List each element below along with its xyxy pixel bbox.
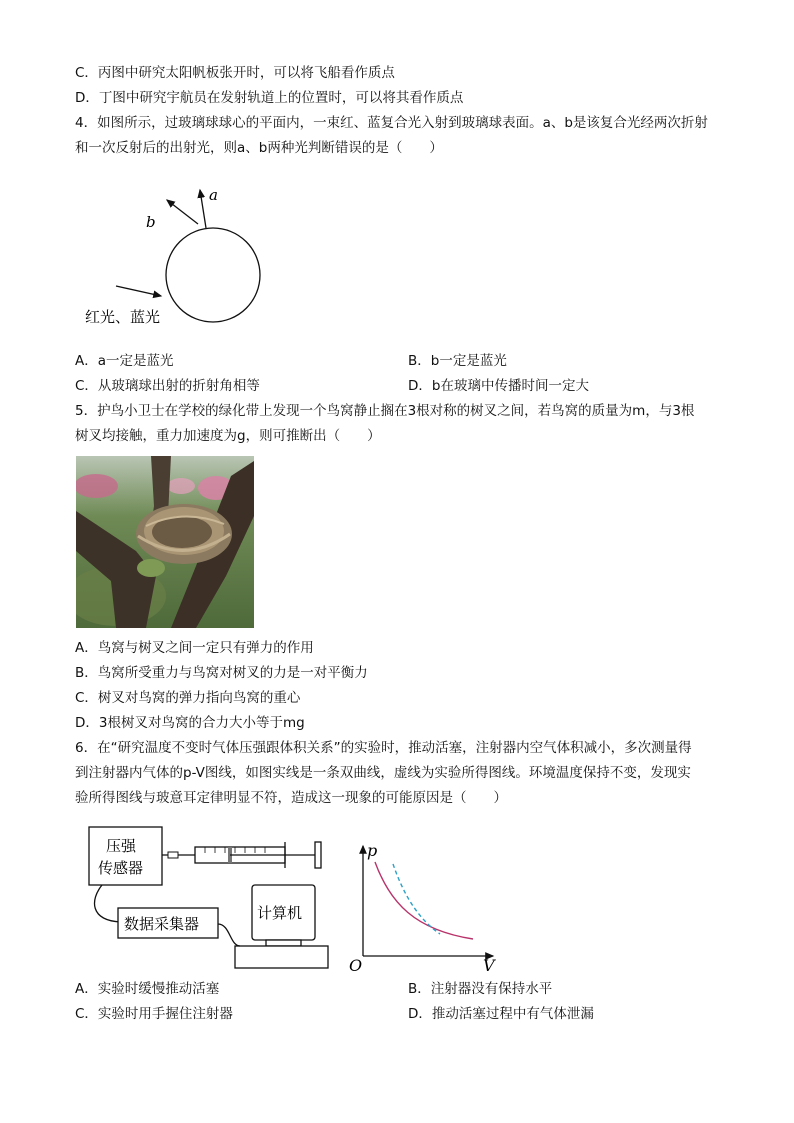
axis-label-v: V (483, 956, 495, 973)
ray-b (167, 200, 198, 224)
q3-option-d: D．丁图中研究宇航员在发射轨道上的位置时，可以将其看作质点 (75, 90, 464, 106)
bird-nest-photo (76, 456, 254, 628)
hyperbola-curve (375, 862, 473, 939)
q4-option-c: C．从玻璃球出射的折射角相等 (75, 378, 260, 394)
label-b: b (146, 213, 156, 231)
sensor-label-line2: 传感器 (98, 859, 144, 877)
ray-a (200, 190, 206, 228)
q5-option-a: A．鸟窝与树叉之间一定只有弹力的作用 (75, 640, 314, 656)
q5-stem-line2: 树叉均接触，重力加速度为g，则可推断出（ ） (75, 428, 381, 444)
q4-option-a: A．a一定是蓝光 (75, 353, 174, 369)
q4-option-b: B．b一定是蓝光 (408, 353, 507, 369)
q4-stem-line1: 4．如图所示，过玻璃球球心的平面内，一束红、蓝复合光入射到玻璃球表面。a、b是该复合光经两次折射 (75, 115, 708, 131)
glass-sphere (166, 228, 260, 322)
syringe-plunger (315, 842, 321, 868)
sensor-label-line1: 压强 (106, 837, 137, 855)
q5-stem-line1: 5．护鸟小卫士在学校的绿化带上发现一个鸟窝静止搁在3根对称的树叉之间，若鸟窝的质量为m，与3根 (75, 403, 695, 419)
glass-sphere-figure (80, 180, 280, 330)
collector-label: 数据采集器 (124, 915, 200, 933)
q4-stem-line2: 和一次反射后的出射光，则a、b两种光判断错误的是（ ） (75, 140, 443, 156)
axis-label-p: p (367, 841, 378, 860)
label-incident: 红光、蓝光 (85, 308, 161, 326)
q4-option-d: D．b在玻璃中传播时间一定大 (408, 378, 589, 394)
label-a: a (209, 186, 218, 204)
computer-label: 计算机 (257, 904, 303, 922)
apparatus-figure (80, 820, 335, 972)
q6-stem-line3: 验所得图线与玻意耳定律明显不符，造成这一现象的可能原因是（ ） (75, 790, 507, 806)
incident-ray (116, 286, 161, 296)
q5-option-c: C．树叉对鸟窝的弹力指向鸟窝的重心 (75, 690, 301, 706)
q6-option-b: B．注射器没有保持水平 (408, 981, 553, 997)
experimental-curve (393, 864, 440, 934)
q3-option-c: C．丙图中研究太阳帆板张开时，可以将飞船看作质点 (75, 65, 395, 81)
q6-option-c: C．实验时用手握住注射器 (75, 1006, 233, 1022)
q6-stem-line2: 到注射器内气体的p-V图线，如图实线是一条双曲线，虚线为实验所得图线。环境温度保持不变，发现实 (75, 765, 691, 781)
pv-graph (345, 838, 500, 973)
q6-option-d: D．推动活塞过程中有气体泄漏 (408, 1006, 594, 1022)
q6-option-a: A．实验时缓慢推动活塞 (75, 981, 220, 997)
q5-option-b: B．鸟窝所受重力与鸟窝对树叉的力是一对平衡力 (75, 665, 368, 681)
origin-label: O (349, 956, 363, 973)
q5-option-d: D．3根树叉对鸟窝的合力大小等于mg (75, 715, 305, 731)
q6-stem-line1: 6．在“研究温度不变时气体压强跟体积关系”的实验时，推动活塞，注射器内空气体积减小，多次测量得 (75, 740, 692, 756)
computer-base (235, 946, 328, 968)
